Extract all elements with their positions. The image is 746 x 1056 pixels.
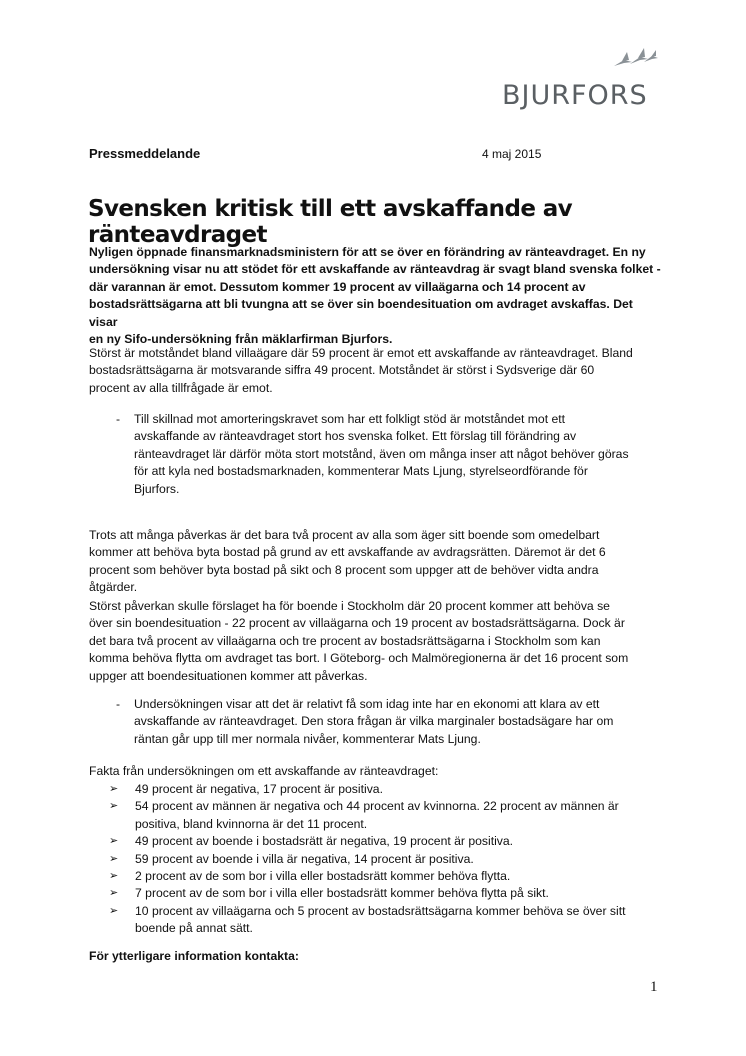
arrow-bullet-icon: ➢ xyxy=(109,887,119,900)
page-title: Svensken kritisk till ett avskaffande av ränteavdraget xyxy=(88,196,573,248)
text-line: procent av alla tillfrågade är emot. xyxy=(89,380,273,395)
arrow-bullet-icon: ➢ xyxy=(109,852,119,865)
brand-name: BJURFORS xyxy=(502,80,648,111)
facts-list xyxy=(89,781,664,938)
birds-logo-icon xyxy=(610,44,660,74)
arrow-bullet-icon: ➢ xyxy=(109,783,119,795)
text-line: 10 procent av villaägarna och 5 procent av bostadsrättsägarna kommer behöva se över sitt xyxy=(135,903,626,918)
fact-item xyxy=(89,885,664,902)
body-paragraph-1 xyxy=(89,345,664,397)
text-line: uppger att boendesituationen kommer att påverkas. xyxy=(89,668,368,683)
text-line: bostadsrättsägarna är motsvarande siffra 49 procent. Motståndet är störst i Sydsverige där 60 xyxy=(89,363,595,378)
text-line: det bara två procent av villaägarna och tre procent av bostadsrättsägarna i Stockholm som kan xyxy=(89,633,601,648)
text-line: ränteavdraget lär därför möta stort motstånd, även om många inser att något behöver göras xyxy=(134,446,629,461)
text-line: räntan går upp till mer normala nivåer, kommenterar Mats Ljung. xyxy=(134,731,481,746)
lead-paragraph xyxy=(89,244,664,348)
text-line: 2 procent av de som bor i villa eller bostadsrätt kommer behöva flytta. xyxy=(135,869,511,884)
text-line: positiva, bland kvinnorna är det 11 procent. xyxy=(135,816,368,831)
text-line: där varannan är emot. Dessutom kommer 19 procent av villaägarna och 14 procent av xyxy=(89,279,586,294)
text-line: över sin boendesituation - 22 procent av villaägarna och 19 procent av bostadsrättsägarna. Dock är xyxy=(89,616,625,631)
text-line: 59 procent av boende i villa är negativa, 14 procent är positiva. xyxy=(135,851,474,866)
text-line: Störst påverkan skulle förslaget ha för boende i Stockholm där 20 procent kommer att behöva se xyxy=(89,599,610,613)
text-line: procent som behöver byta bostad på sikt och 8 procent som uppger att de behöver vidta andra xyxy=(89,562,599,577)
text-line: en ny Sifo-undersökning från mäklarfirman Bjurfors. xyxy=(89,332,393,347)
text-line: Bjurfors. xyxy=(134,481,180,496)
text-line: kommer att behöva byta bostad på grund av ett avskaffande av avdragsrätten. Däremot är det 6 xyxy=(89,545,606,560)
fact-item xyxy=(89,798,664,833)
text-line: 49 procent av boende i bostadsrätt är negativa, 19 procent är positiva. xyxy=(135,834,514,849)
text-line: komma behöva flytta om avdraget tas bort. I Göteborg- och Malmöregionerna är det 16 procent som xyxy=(89,651,629,666)
text-line: bostadsrättsägarna att bli tvungna att se över sin boendesituation om avdraget avskaffas. Det visar xyxy=(89,297,633,329)
body-paragraph-3 xyxy=(89,598,664,685)
arrow-bullet-icon: ➢ xyxy=(109,870,119,883)
text-line: Till skillnad mot amorteringskravet som har ett folkligt stöd är motståndet mot ett xyxy=(134,412,566,426)
page-number: 1 xyxy=(650,979,658,995)
dash-bullet: - xyxy=(116,697,121,711)
text-line: boende på annat sätt. xyxy=(135,921,253,936)
text-line: 54 procent av männen är negativa och 44 procent av kvinnorna. 22 procent av männen är xyxy=(135,799,619,814)
release-date: 4 maj 2015 xyxy=(482,147,542,161)
fact-item xyxy=(89,851,664,868)
fact-item xyxy=(89,903,664,938)
text-line: Trots att många påverkas är det bara två procent av alla som äger sitt boende som omedelbart xyxy=(89,528,600,542)
text-line: Störst är motståndet bland villaägare där 59 procent är emot ett avskaffande av ränteavdraget. Bland xyxy=(89,346,633,360)
text-line: 49 procent är negativa, 17 procent är positiva. xyxy=(135,782,383,796)
press-release-label: Pressmeddelande xyxy=(89,146,201,161)
fact-item xyxy=(89,833,664,850)
text-line: undersökning visar nu att stödet för ett avskaffande av ränteavdrag är svagt bland svenska folket - xyxy=(89,262,661,277)
text-line: avskaffande av ränteavdraget. Den stora frågan är vilka marginaler bostadsägare har om xyxy=(134,714,614,729)
bjurfors-logo xyxy=(498,44,668,114)
body-paragraph-2 xyxy=(89,527,664,597)
fact-item xyxy=(89,781,664,798)
arrow-bullet-icon: ➢ xyxy=(109,904,119,917)
text-line: 7 procent av de som bor i villa eller bostadsrätt kommer behöva flytta på sikt. xyxy=(135,886,549,901)
contact-heading: För ytterligare information kontakta: xyxy=(89,949,299,963)
arrow-bullet-icon: ➢ xyxy=(109,835,119,848)
text-line: Nyligen öppnade finansmarknadsministern för att se över en förändring av ränteavdraget. En ny xyxy=(89,245,646,259)
quote-text xyxy=(134,411,634,498)
text-line: åtgärder. xyxy=(89,580,138,595)
quote-text xyxy=(134,696,634,748)
dash-bullet: - xyxy=(116,412,121,426)
fact-item xyxy=(89,868,664,885)
text-line: avskaffande av ränteavdraget stort hos svenska folket. Ett förslag till förändring av xyxy=(134,429,577,444)
text-line: Undersökningen visar att det är relativt få som idag inte har en ekonomi att klara av ett xyxy=(134,697,600,711)
arrow-bullet-icon: ➢ xyxy=(109,800,119,813)
facts-intro: Fakta från undersökningen om ett avskaffande av ränteavdraget: xyxy=(89,764,439,778)
text-line: för att kyla ned bostadsmarknaden, kommenterar Mats Ljung, styrelseordförande för xyxy=(134,464,588,479)
